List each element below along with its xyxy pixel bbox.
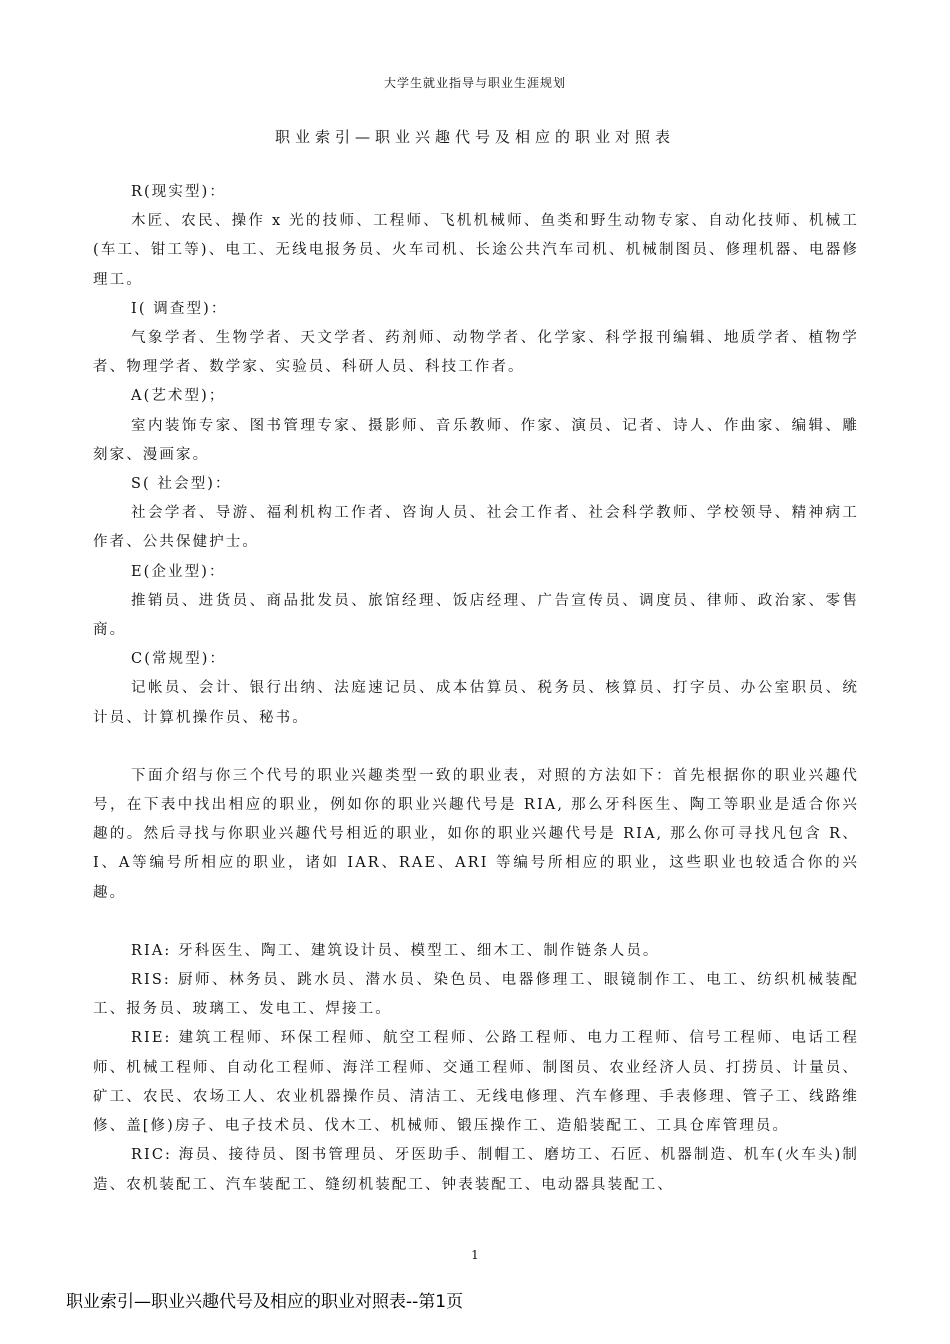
spacer	[93, 733, 859, 762]
code-label: RIA:	[131, 942, 172, 959]
intro-paragraph: 下面介绍与你三个代号的职业兴趣类型一致的职业表，对照的方法如下：首先根据你的职业兴趣代号，在下表中找出相应的职业，例如你的职业兴趣代号是 RIA, 那么牙科医生、陶工等职业是适合你兴趣的。然后寻找与你职业兴趣代号相近的职业，如你的职业兴趣代号是 RIA, 那么你可寻找凡包含 R、I、A等编号所相应的职业，诸如 IAR、RAE、ARI 等编号所相应的职业，这些职业也较适合你的兴趣。	[93, 767, 859, 901]
category-label-s: S( 社会型)：	[131, 476, 232, 493]
document-body	[93, 178, 859, 1200]
category-text-s: 社会学者、导游、福利机构工作者、咨询人员、社会工作者、社会科学教师、学校领导、精神病工作者、公共保健护士。	[93, 505, 859, 551]
code-label: RIS:	[131, 972, 171, 989]
category-label-i: I( 调查型)：	[131, 300, 228, 317]
category-text-a: 室内装饰专家、图书管理专家、摄影师、音乐教师、作家、演员、记者、诗人、作曲家、编辑、雕刻家、漫画家。	[93, 417, 859, 463]
code-text: 厨师、林务员、跳水员、潜水员、染色员、电器修理工、眼镜制作工、电工、纺织机械装配工、报务员、玻璃工、发电工、焊接工。	[93, 972, 859, 1018]
code-text: 建筑工程师、环保工程师、航空工程师、公路工程师、电力工程师、信号工程师、电话工程师、机械工程师、自动化工程师、海洋工程师、交通工程师、制图员、农业经济人员、打捞员、计量员、矿工、农民、农场工人、农业机器操作员、清洁工、无线电修理、汽车修理、手表修理、管子工、线路维修、盖[修)房子、电子技术员、伐木工、机械师、锻压操作工、造船装配工、工具仓库管理员。	[93, 1030, 859, 1135]
footer-caption: 职业索引—职业兴趣代号及相应的职业对照表--第1页	[66, 1292, 464, 1312]
category-label-r: R(现实型)：	[131, 184, 226, 200]
code-text: 海员、接待员、图书管理员、牙医助手、制帽工、磨坊工、石匠、机器制造、机车(火车头)制造、农机装配工、汽车装配工、缝纫机装配工、钟表装配工、电动器具装配工、	[93, 1147, 859, 1193]
category-label-e: E(企业型)：	[131, 563, 226, 580]
code-text: 牙科医生、陶工、建筑设计员、模型工、细木工、制作链条人员。	[171, 942, 660, 959]
code-entry-ric	[93, 1141, 859, 1199]
page-number: 1	[471, 1248, 479, 1262]
code-entry-ris	[93, 966, 859, 1024]
category-label-a: A(艺术型)；	[131, 388, 226, 405]
category-text-r: 木匠、农民、操作 x 光的技师、工程师、飞机机械师、鱼类和野生动物专家、自动化技师、机械工(车工、钳工等)、电工、无线电报务员、火车司机、长途公共汽车司机、机械制图员、修理机器、电器修理工。	[93, 213, 859, 288]
code-label: RIC:	[131, 1147, 173, 1164]
document-title: 职业索引—职业兴趣代号及相应的职业对照表	[274, 128, 675, 146]
running-header: 大学生就业指导与职业生涯规划	[383, 76, 566, 90]
spacer	[93, 908, 859, 937]
category-label-c: C(常规型)：	[131, 651, 227, 668]
category-text-i: 气象学者、生物学者、天文学者、药剂师、动物学者、化学家、科学报刊编辑、地质学者、植物学者、物理学者、数学家、实验员、科研人员、科技工作者。	[93, 330, 859, 376]
code-entry-rie	[93, 1024, 859, 1141]
code-entry-ria	[93, 937, 859, 966]
category-text-e: 推销员、进货员、商品批发员、旅馆经理、饭店经理、广告宣传员、调度员、律师、政治家、零售商。	[93, 592, 859, 639]
code-label: RIE:	[131, 1030, 172, 1047]
category-text-c: 记帐员、会计、银行出纳、法庭速记员、成本估算员、税务员、核算员、打字员、办公室职员、统计员、计算机操作员、秘书。	[93, 680, 859, 726]
